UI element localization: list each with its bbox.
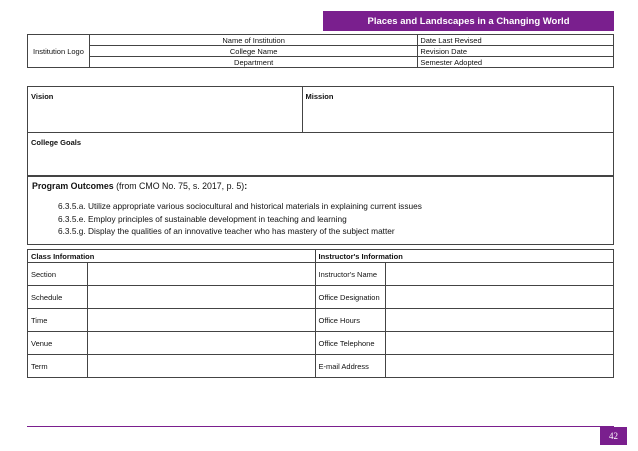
revision-date-cell: Revision Date xyxy=(418,46,614,57)
semester-adopted-cell: Semester Adopted xyxy=(418,57,614,68)
schedule-field[interactable] xyxy=(87,286,315,309)
header-table xyxy=(27,34,614,68)
program-outcomes-table xyxy=(27,175,614,245)
institution-name-cell: Name of Institution xyxy=(89,35,417,46)
college-goals-table xyxy=(27,132,614,177)
office-designation-field[interactable] xyxy=(386,286,614,309)
term-label: Term xyxy=(28,355,88,378)
office-hours-label: Office Hours xyxy=(315,309,386,332)
office-telephone-field[interactable] xyxy=(386,332,614,355)
program-outcomes-heading xyxy=(32,181,609,191)
program-outcome-item: 6.3.5.a. Utilize appropriate various sociocultural and historical materials in explaining current issues xyxy=(58,201,422,211)
document-banner xyxy=(323,11,614,31)
page-number-badge xyxy=(600,427,627,445)
program-outcome-item: 6.3.5.g. Display the qualities of an innovative teacher who has mastery of the subject matter xyxy=(58,226,395,236)
institution-logo-cell: Institution Logo xyxy=(28,35,90,68)
program-outcomes-cell xyxy=(28,176,614,245)
vision-label: Vision xyxy=(31,92,54,101)
email-address-field[interactable] xyxy=(386,355,614,378)
instructor-name-field[interactable] xyxy=(386,263,614,286)
footer-divider xyxy=(27,426,614,427)
section-label: Section xyxy=(28,263,88,286)
class-instructor-table xyxy=(27,249,614,378)
schedule-label: Schedule xyxy=(28,286,88,309)
college-goals-label: College Goals xyxy=(31,138,82,147)
program-outcome-item: 6.3.5.e. Employ principles of sustainable development in teaching and learning xyxy=(58,213,347,224)
program-outcomes-title: Program Outcomes xyxy=(32,181,114,191)
program-outcomes-list xyxy=(32,200,609,238)
office-telephone-label: Office Telephone xyxy=(315,332,386,355)
class-information-heading: Class Information xyxy=(28,250,316,263)
banner-title: Places and Landscapes in a Changing World xyxy=(367,15,570,27)
vision-cell xyxy=(28,87,303,133)
college-goals-cell xyxy=(28,133,614,177)
venue-field[interactable] xyxy=(87,332,315,355)
mission-label: Mission xyxy=(305,92,334,101)
time-label: Time xyxy=(28,309,88,332)
venue-label: Venue xyxy=(28,332,88,355)
time-field[interactable] xyxy=(87,309,315,332)
mission-cell xyxy=(302,87,613,133)
email-address-label: E-mail Address xyxy=(315,355,386,378)
term-field[interactable] xyxy=(87,355,315,378)
office-hours-field[interactable] xyxy=(386,309,614,332)
instructor-name-label: Instructor's Name xyxy=(315,263,386,286)
program-outcomes-colon: : xyxy=(244,181,248,191)
section-field[interactable] xyxy=(87,263,315,286)
program-outcomes-source: (from CMO No. 75, s. 2017, p. 5) xyxy=(113,181,245,191)
vision-mission-table xyxy=(27,86,614,133)
date-last-revised-cell: Date Last Revised xyxy=(418,35,614,46)
instructor-information-heading: Instructor's Information xyxy=(315,250,614,263)
college-name-cell: College Name xyxy=(89,46,417,57)
department-cell: Department xyxy=(89,57,417,68)
office-designation-label: Office Designation xyxy=(315,286,386,309)
page-number: 42 xyxy=(609,431,618,441)
